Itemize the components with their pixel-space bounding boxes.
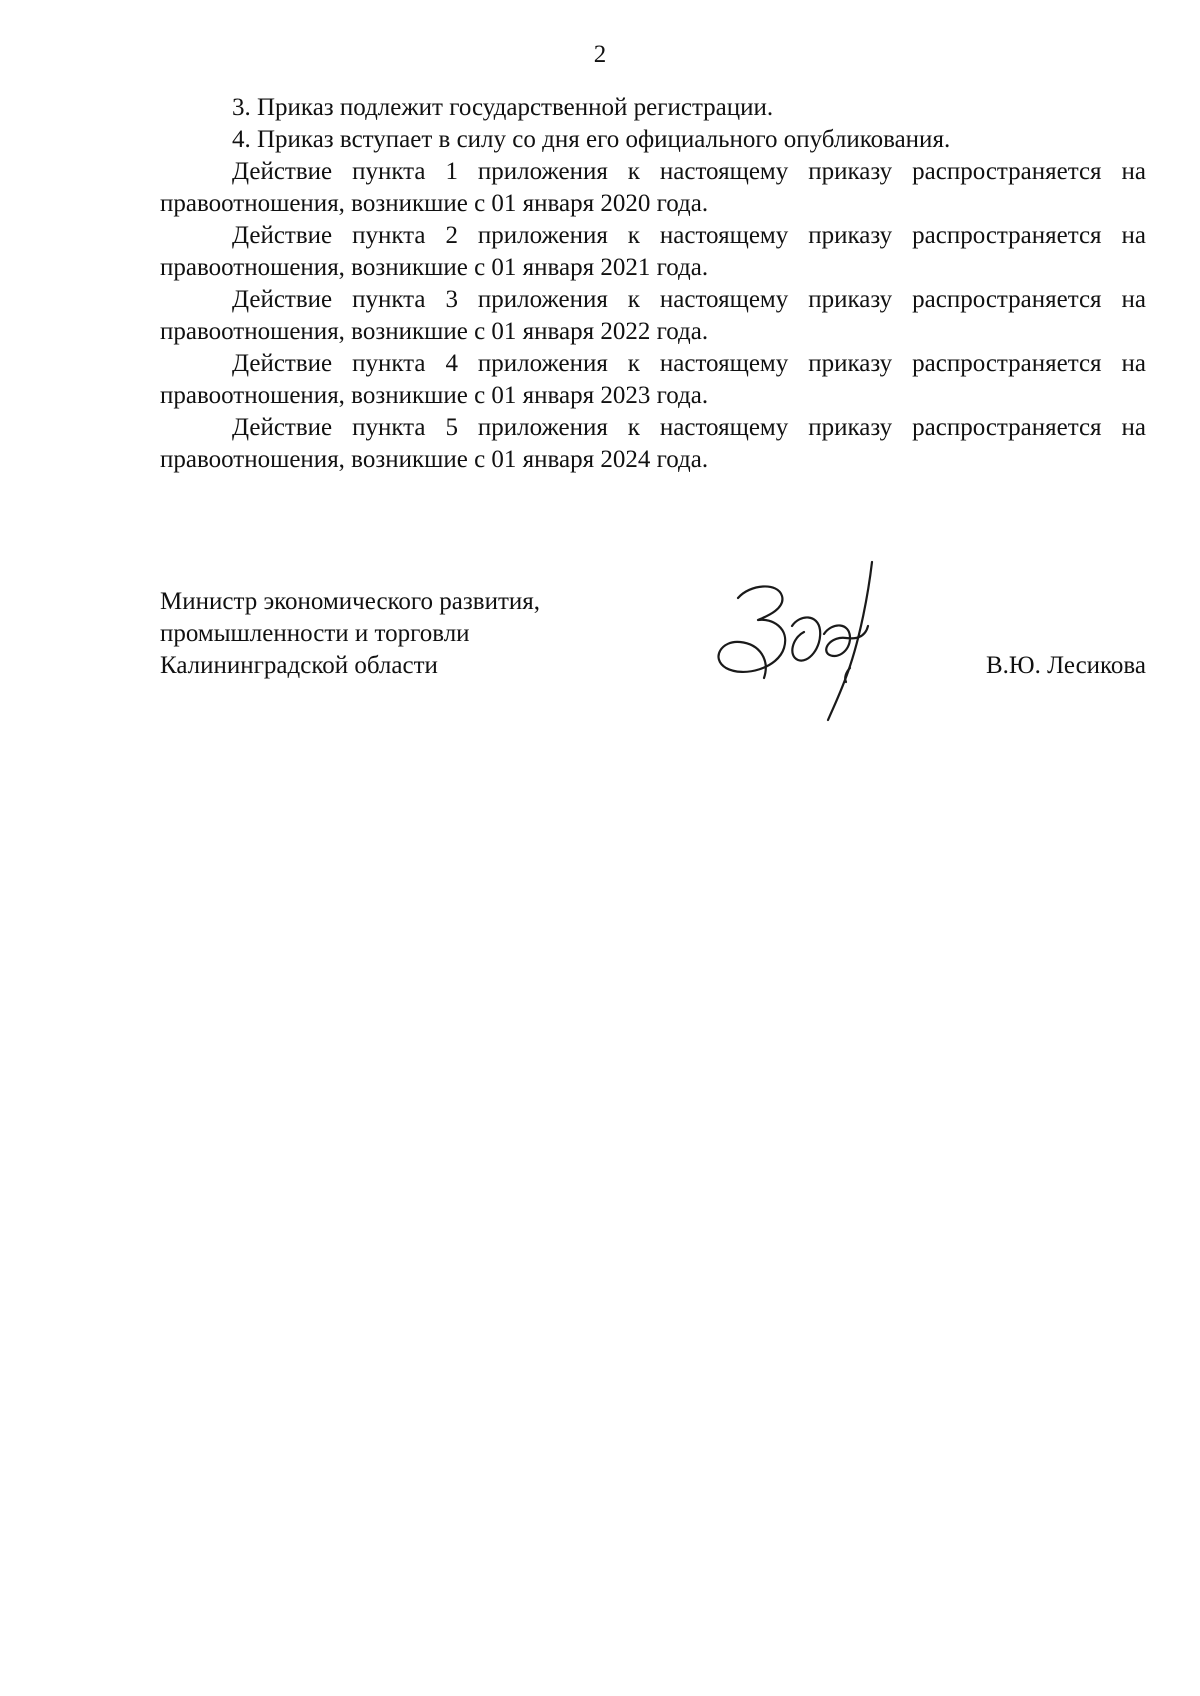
handwritten-signature [700,556,890,726]
paragraph-item-1-effect: Действие пункта 1 приложения к настоящему приказу распространяется на правоотношения, возникшие с 01 января 2020 года. [160,158,1146,217]
signer-title-line: Министр экономического развития, [160,588,541,615]
page-number: 2 [593,41,607,68]
paragraph-registration: 3. Приказ подлежит государственной регистрации. [232,94,774,121]
signer-name: В.Ю. Лесикова [985,652,1146,679]
paragraph-item-3-effect: Действие пункта 3 приложения к настоящему приказу распространяется на правоотношения, возникшие с 01 января 2022 года. [160,286,1146,345]
signer-title [160,586,660,682]
paragraph-item-5-effect: Действие пункта 5 приложения к настоящему приказу распространяется на правоотношения, возникшие с 01 января 2024 года. [160,414,1146,473]
signer-title-line: промышленности и торговли [160,620,470,647]
paragraph-item-2-effect: Действие пункта 2 приложения к настоящему приказу распространяется на правоотношения, возникшие с 01 января 2021 года. [160,222,1146,281]
signer-title-line: Калининградской области [160,652,438,679]
signature-block [160,586,1146,716]
paragraph-effective-date: 4. Приказ вступает в силу со дня его официального опубликования. [232,126,951,153]
paragraph-item-4-effect: Действие пункта 4 приложения к настоящему приказу распространяется на правоотношения, возникшие с 01 января 2023 года. [160,350,1146,409]
document-body [160,92,1146,476]
